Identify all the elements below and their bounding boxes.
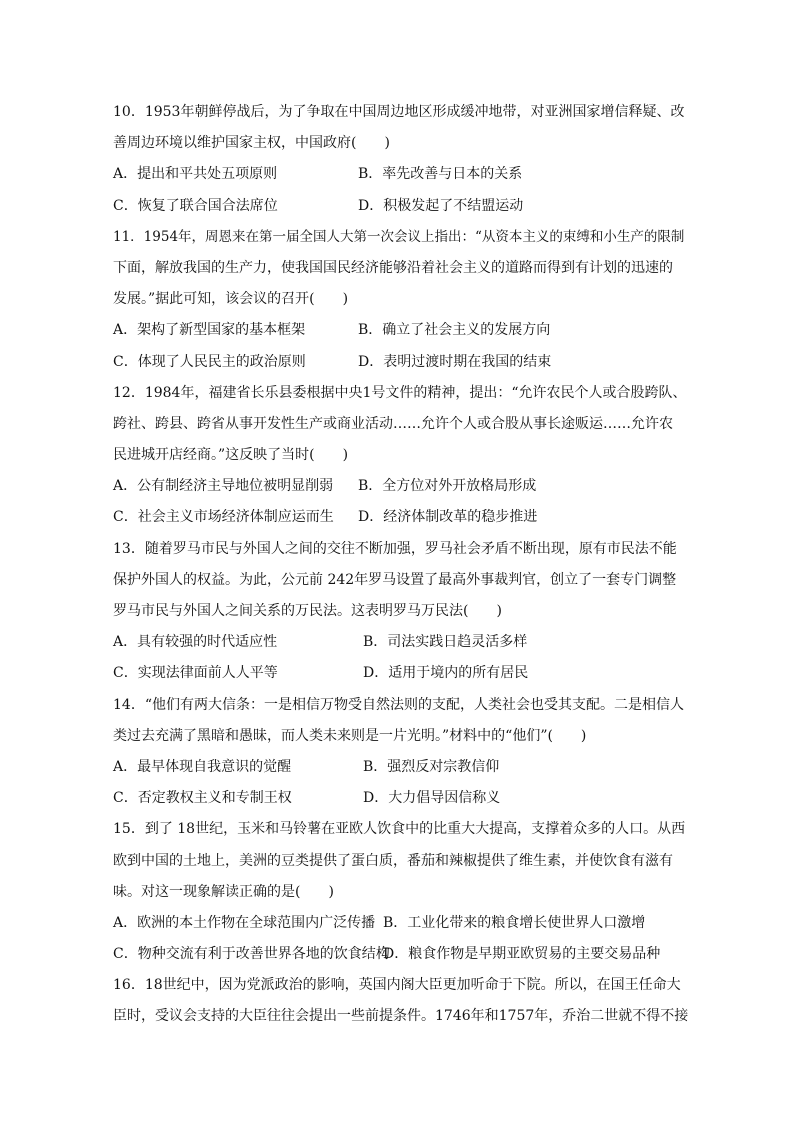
question-15-line-1: 15．到了 18世纪，玉米和马铃薯在亚欧人饮食中的比重大大提高，支撑着众多的人口。从西 xyxy=(113,821,686,838)
question-15-line-2: 欧到中国的土地上，美洲的豆类提供了蛋白质，番茄和辣椒提供了维生素，并使饮食有滋有 xyxy=(113,852,673,869)
question-14-options-row-2 xyxy=(113,783,688,814)
question-list xyxy=(113,97,688,1033)
question-12-line-2: 跨社、跨县、跨省从事开发性生产或商业活动……允许个人或合股从事长途贩运……允许农 xyxy=(113,415,673,432)
question-14-option-d: D．大力倡导因信称义 xyxy=(363,790,501,807)
question-14-option-a: A．最早体现自我意识的觉醒 xyxy=(113,758,292,775)
question-15-option-c: C．物种交流有利于改善世界各地的饮食结构 xyxy=(113,946,390,963)
question-16-line-1: 16．18世纪中，因为党派政治的影响，英国内阁大臣更加听命于下院。所以，在国王任命大 xyxy=(113,977,681,994)
question-11-line-3: 发展。”据此可知，该会议的召开( ) xyxy=(113,291,349,308)
question-11-line-1: 11．1954年，周恩来在第一届全国人大第一次会议上指出：“从资本主义的束缚和小生产的限制 xyxy=(113,228,685,245)
question-10-option-a: A．提出和平共处五项原则 xyxy=(113,166,278,183)
question-13-line-3: 罗马市民与外国人之间关系的万民法。这表明罗马万民法( ) xyxy=(113,603,502,619)
question-15-options-row-2 xyxy=(113,939,688,970)
question-10-line-2: 善周边环境以维护国家主权，中国政府( ) xyxy=(113,135,390,152)
question-12-option-c: C．社会主义市场经济体制应运而生 xyxy=(113,509,334,526)
question-11-options-row-1 xyxy=(113,315,688,346)
question-16-line-2: 臣时，受议会支持的大臣往往会提出一些前提条件。1746年和1757年，乔治二世就不得不接 xyxy=(113,1008,689,1025)
question-14-option-c: C．否定教权主义和专制王权 xyxy=(113,790,292,807)
question-11-option-c: C．体现了人民民主的政治原则 xyxy=(113,353,306,370)
question-12-options-row-2 xyxy=(113,502,688,533)
question-13-option-c: C．实现法律面前人人平等 xyxy=(113,665,278,682)
question-13-option-a: A．具有较强的时代适应性 xyxy=(113,634,278,651)
question-12-options-row-1 xyxy=(113,471,688,502)
question-14-option-b: B．强烈反对宗教信仰 xyxy=(363,758,500,775)
question-14-options-row-1 xyxy=(113,752,688,783)
question-13-options-row-1 xyxy=(113,627,688,658)
question-10-options-row-2 xyxy=(113,191,688,222)
question-15-option-d: D．粮食作物是早期亚欧贸易的主要交易品种 xyxy=(383,946,661,963)
question-13-line-2: 保护外国人的权益。为此，公元前 242年罗马设置了最高外事裁判官，创立了一套专门调整 xyxy=(113,571,677,588)
question-15-options-row-1 xyxy=(113,908,688,939)
question-11-line-2: 下面，解放我国的生产力，使我国国民经济能够沿着社会主义的道路而得到有计划的迅速的 xyxy=(113,259,673,276)
question-10-option-b: B．率先改善与日本的关系 xyxy=(358,166,523,183)
question-15-line-3: 味。对这一现象解读正确的是( ) xyxy=(113,883,334,900)
question-14-line-2: 类过去充满了黑暗和愚昧，而人类未来则是一片光明。”材料中的“他们”( ) xyxy=(113,727,587,744)
question-14-line-1: 14．“他们有两大信条：一是相信万物受自然法则的支配，人类社会也受其支配。二是相信人 xyxy=(113,696,684,713)
question-12-option-a: A．公有制经济主导地位被明显削弱 xyxy=(113,478,334,495)
question-10-options-row-1 xyxy=(113,159,688,190)
question-12-line-1: 12．1984年，福建省长乐县委根据中央1号文件的精神，提出：“允许农民个人或合股跨队、 xyxy=(113,384,687,401)
question-13-options-row-2 xyxy=(113,658,688,689)
question-12-line-3: 民进城开店经商。”这反映了当时( ) xyxy=(113,447,349,464)
question-15-option-a: A．欧洲的本土作物在全球范围内广泛传播 xyxy=(113,914,376,931)
question-11-option-b: B．确立了社会主义的发展方向 xyxy=(358,322,551,339)
question-10-option-d: D．积极发起了不结盟运动 xyxy=(358,197,524,214)
question-11-option-a: A．架构了新型国家的基本框架 xyxy=(113,322,306,339)
question-15-option-b: B．工业化带来的粮食增长使世界人口激增 xyxy=(383,914,646,931)
question-13-option-d: D．适用于境内的所有居民 xyxy=(363,665,529,682)
question-10-option-c: C．恢复了联合国合法席位 xyxy=(113,197,278,214)
question-13-option-b: B．司法实践日趋灵活多样 xyxy=(363,634,528,651)
question-10-line-1: 10．1953年朝鲜停战后，为了争取在中国周边地区形成缓冲地带，对亚洲国家增信释疑、改 xyxy=(113,104,685,120)
question-11-options-row-2 xyxy=(113,347,688,378)
question-13-line-1: 13．随着罗马市民与外国人之间的交往不断加强，罗马社会矛盾不断出现，原有市民法不能 xyxy=(113,540,677,557)
question-12-option-b: B．全方位对外开放格局形成 xyxy=(358,478,537,495)
question-12-option-d: D．经济体制改革的稳步推进 xyxy=(358,509,538,526)
question-11-option-d: D．表明过渡时期在我国的结束 xyxy=(358,353,552,370)
